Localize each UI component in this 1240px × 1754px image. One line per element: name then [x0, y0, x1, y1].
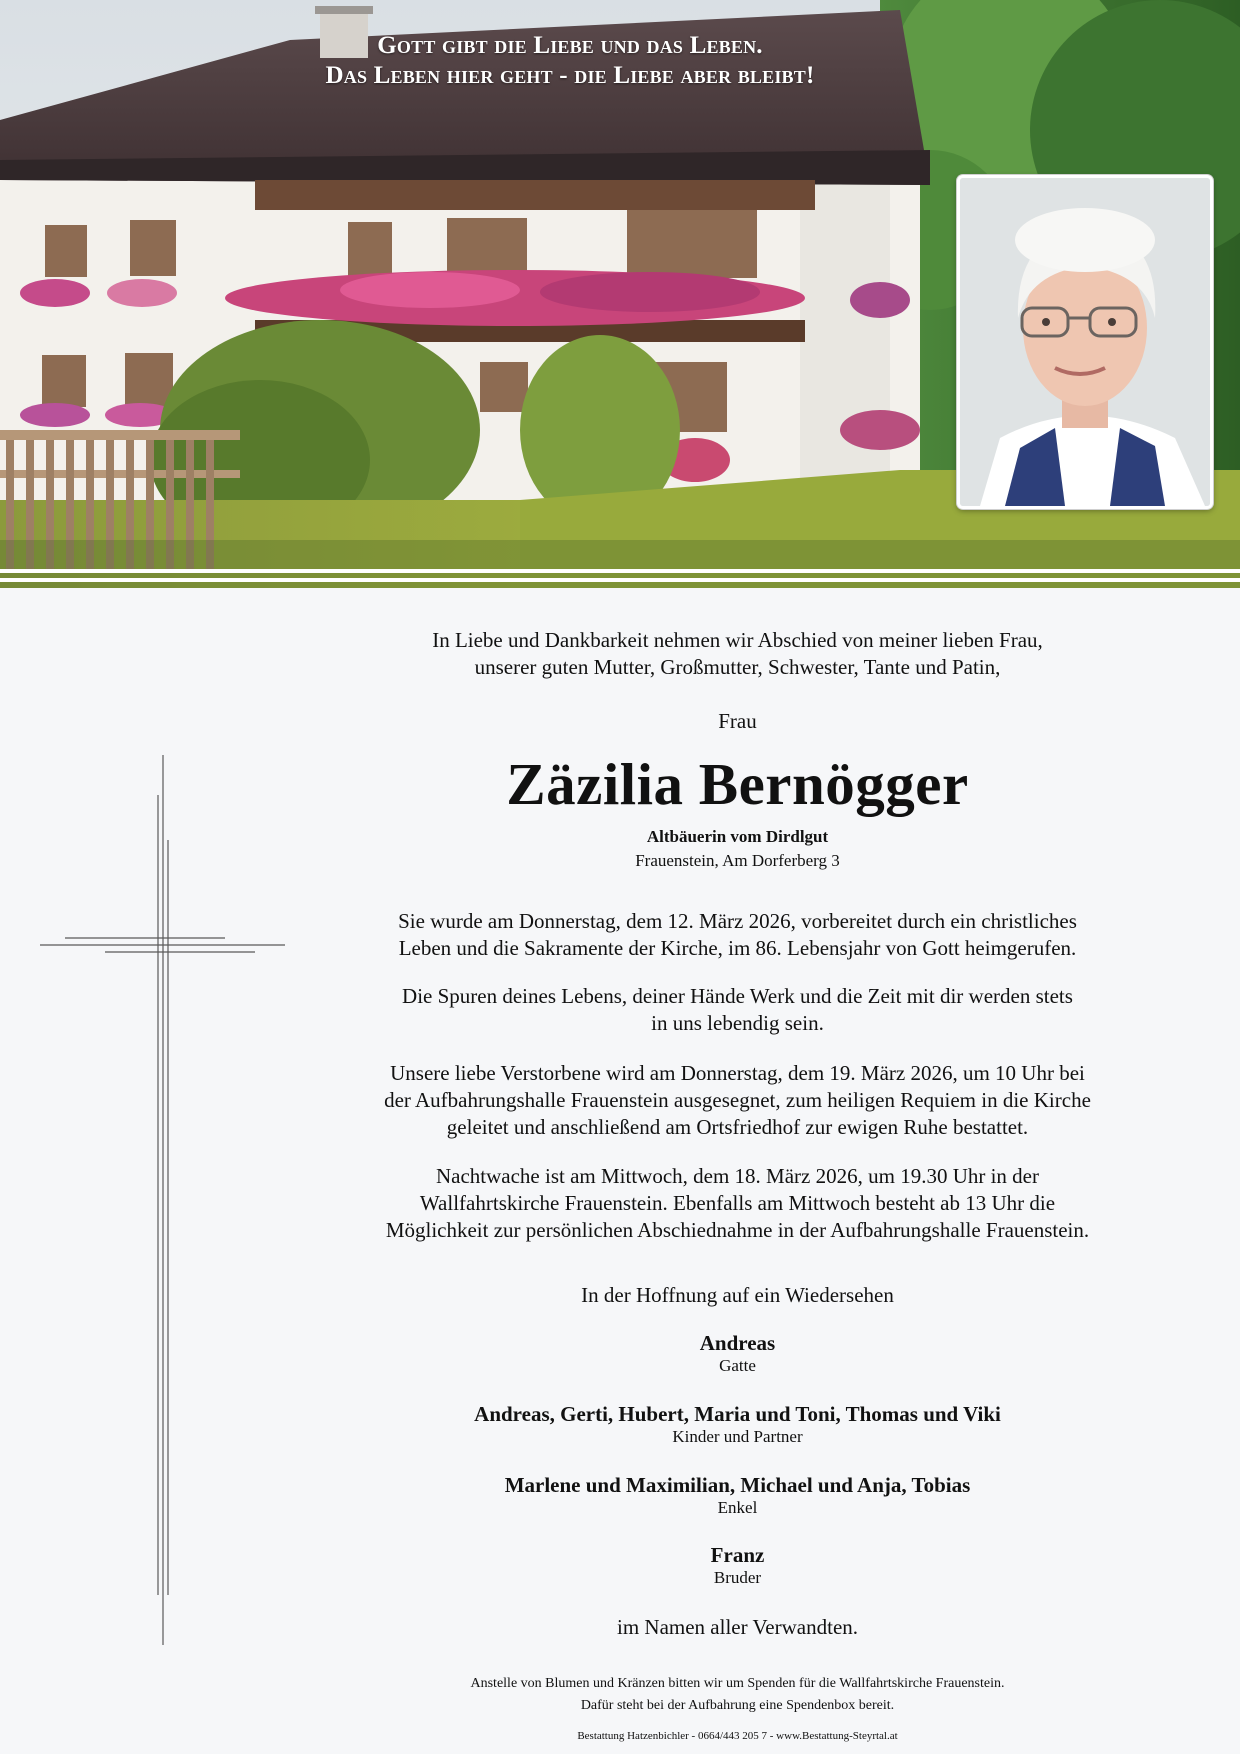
paragraph-vigil — [340, 1163, 1135, 1244]
paragraph-line: Die Spuren deines Lebens, deiner Hände Werk und die Zeit mit dir werden stets — [402, 984, 1073, 1008]
family-entry — [340, 1472, 1135, 1518]
cross-ornament — [40, 755, 290, 1645]
intro — [340, 627, 1135, 681]
family-role: Bruder — [713, 1568, 762, 1587]
family-role: Enkel — [717, 1498, 758, 1517]
family-names: Andreas, Gerti, Hubert, Maria und Toni, Thomas und Viki — [474, 1402, 1001, 1426]
paragraph-line: Wallfahrtskirche Frauenstein. Ebenfalls am Mittwoch besteht ab 13 Uhr die — [419, 1191, 1056, 1215]
undertaker-footer: Bestattung Hatzenbichler - 0664/443 205 7 - www.Bestattung-Steyrtal.at — [577, 1730, 898, 1742]
paragraph-death — [340, 908, 1135, 962]
family-names: Andreas — [699, 1331, 776, 1355]
paragraph-line: Unsere liebe Verstorbene wird am Donnerstag, dem 19. März 2026, um 10 Uhr bei — [390, 1061, 1085, 1085]
header-photo — [0, 0, 1240, 588]
donation-line-1: Anstelle von Blumen und Kränzen bitten wir um Spenden für die Wallfahrtskirche Frauenstein. — [470, 1676, 1005, 1691]
paragraph-line: Sie wurde am Donnerstag, dem 12. März 2026, vorbereitet durch ein christliches — [398, 909, 1077, 933]
portrait-photo — [957, 175, 1213, 509]
paragraph-line: Möglichkeit zur persönlichen Abschiednahme in der Aufbahrungshalle Frauenstein. — [385, 1218, 1090, 1242]
intro-line-1: In Liebe und Dankbarkeit nehmen wir Abschied von meiner lieben Frau, — [432, 628, 1043, 652]
deceased-address: Frauenstein, Am Dorferberg 3 — [635, 851, 840, 870]
paragraph-line: geleitet und anschließend am Ortsfriedhof zur ewigen Ruhe bestattet. — [446, 1115, 1029, 1139]
paragraph-line: Nachtwache ist am Mittwoch, dem 18. März 2026, um 19.30 Uhr in der — [435, 1164, 1040, 1188]
paragraph-line: in uns lebendig sein. — [651, 1011, 824, 1035]
paragraph-funeral — [340, 1060, 1135, 1141]
family-names: Franz — [710, 1543, 765, 1567]
family-entry — [340, 1401, 1135, 1447]
header-divider — [0, 569, 1240, 587]
deceased-subtitle: Altbäuerin vom Dirdlgut — [646, 827, 829, 846]
family-role: Gatte — [719, 1356, 756, 1375]
donation-note — [340, 1673, 1135, 1717]
family-role: Kinder und Partner — [672, 1427, 803, 1446]
motto-line-1: Gott gibt die Liebe und das Leben. — [377, 32, 763, 59]
family-names: Marlene und Maximilian, Michael und Anja, Tobias — [504, 1473, 971, 1497]
hope-line: In der Hoffnung auf ein Wiedersehen — [581, 1283, 894, 1307]
paragraph-line: der Aufbahrungshalle Frauenstein ausgesegnet, zum heiligen Requiem in die Kirche — [384, 1088, 1091, 1112]
deceased-name: Zäzilia Bernögger — [506, 751, 969, 817]
motto-line-2: Das Leben hier geht - die Liebe aber bleibt! — [325, 62, 815, 89]
intro-line-2: unserer guten Mutter, Großmutter, Schwester, Tante und Patin, — [474, 655, 1001, 679]
donation-line-2: Dafür steht bei der Aufbahrung eine Spendenbox bereit. — [580, 1698, 895, 1713]
salutation: Frau — [718, 709, 757, 733]
family-entry — [340, 1542, 1135, 1588]
paragraph-line: Leben und die Sakramente der Kirche, im 86. Lebensjahr von Gott heimgerufen. — [398, 936, 1077, 960]
family-entry — [340, 1330, 1135, 1376]
paragraph-memory — [340, 983, 1135, 1037]
portrait-illustration — [960, 178, 1210, 506]
closing-line: im Namen aller Verwandten. — [616, 1615, 859, 1639]
